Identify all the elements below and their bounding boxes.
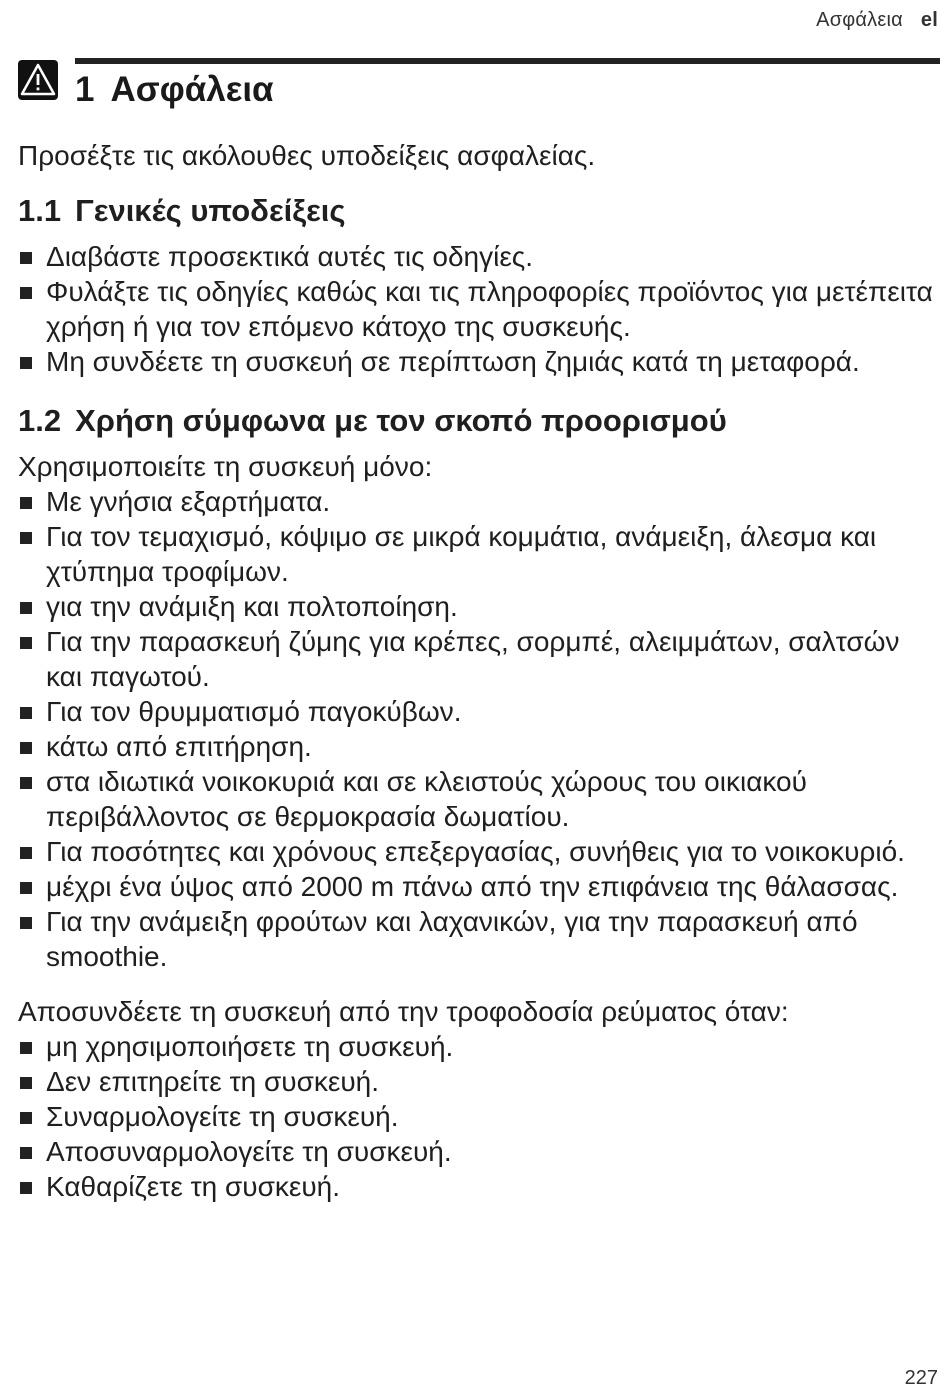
section-heading <box>18 401 936 441</box>
warning-triangle-icon <box>18 60 58 100</box>
section-number: 1.2 <box>18 403 62 438</box>
list-item: Για την ανάμειξη φρούτων και λαχανικών, για την παρασκευή από smoothie. <box>18 904 936 974</box>
section-intended-use <box>18 401 936 1204</box>
section-general-notes <box>18 191 936 379</box>
list-item: κάτω από επιτήρηση. <box>18 729 936 764</box>
list-item: Για τον τεμαχισμό, κόψιμο σε μικρά κομμάτια, ανάμειξη, άλεσμα και χτύπημα τροφίμων. <box>18 519 936 589</box>
list-item: μέχρι ένα ύψος από 2000 m πάνω από την επιφάνεια της θάλασσας. <box>18 869 936 904</box>
chapter-intro: Προσέξτε τις ακόλουθες υποδείξεις ασφαλείας. <box>18 140 596 171</box>
section-title: Χρήση σύμφωνα με τον σκοπό προορισμού <box>75 403 727 438</box>
running-header <box>816 9 938 32</box>
running-header-section: Ασφάλεια <box>816 9 903 31</box>
list-item: Για ποσότητες και χρόνους επεξεργασίας, συνήθεις για το νοικοκυριό. <box>18 834 936 869</box>
list-item: Διαβάστε προσεκτικά αυτές τις οδηγίες. <box>18 239 936 274</box>
bullet-list <box>18 239 936 379</box>
list-item: για την ανάμιξη και πολτοποίηση. <box>18 589 936 624</box>
list-item: Καθαρίζετε τη συσκευή. <box>18 1169 936 1204</box>
list-lead: Αποσυνδέετε τη συσκευή από την τροφοδοσία ρεύματος όταν: <box>18 996 789 1027</box>
list-item: Αποσυναρμολογείτε τη συσκευή. <box>18 1134 936 1169</box>
bullet-list <box>18 484 936 974</box>
list-item: στα ιδιωτικά νοικοκυριά και σε κλειστούς χώρους του οικιακού περιβάλλοντος σε θερμοκρασία δωματίου. <box>18 764 936 834</box>
bullet-list <box>18 1029 936 1204</box>
page-number: 227 <box>904 1367 938 1389</box>
chapter-title: Ασφάλεια <box>110 70 274 109</box>
page-content <box>18 138 936 1204</box>
list-item: Μη συνδέετε τη συσκευή σε περίπτωση ζημιάς κατά τη μεταφορά. <box>18 344 936 379</box>
section-number: 1.1 <box>18 193 62 228</box>
list-item: μη χρησιμοποιήσετε τη συσκευή. <box>18 1029 936 1064</box>
list-item: Δεν επιτηρείτε τη συσκευή. <box>18 1064 936 1099</box>
list-item: Φυλάξτε τις οδηγίες καθώς και τις πληροφορίες προϊόντος για μετέπειτα χρήση ή για τον επόμενο κάτοχο της συσκευής. <box>18 274 936 344</box>
chapter-number: 1 <box>75 70 95 109</box>
list-lead: Χρησιμοποιείτε τη συσκευή μόνο: <box>18 451 433 482</box>
list-item: Συναρμολογείτε τη συσκευή. <box>18 1099 936 1134</box>
chapter-heading <box>75 70 274 110</box>
section-title: Γενικές υποδείξεις <box>75 193 346 228</box>
chapter-rule <box>75 58 940 64</box>
list-item: Με γνήσια εξαρτήματα. <box>18 484 936 519</box>
section-heading <box>18 191 936 231</box>
list-item: Για τον θρυμματισμό παγοκύβων. <box>18 694 936 729</box>
language-code: el <box>920 9 938 31</box>
list-item: Για την παρασκευή ζύμης για κρέπες, σορμπέ, αλειμμάτων, σαλτσών και παγωτού. <box>18 624 936 694</box>
